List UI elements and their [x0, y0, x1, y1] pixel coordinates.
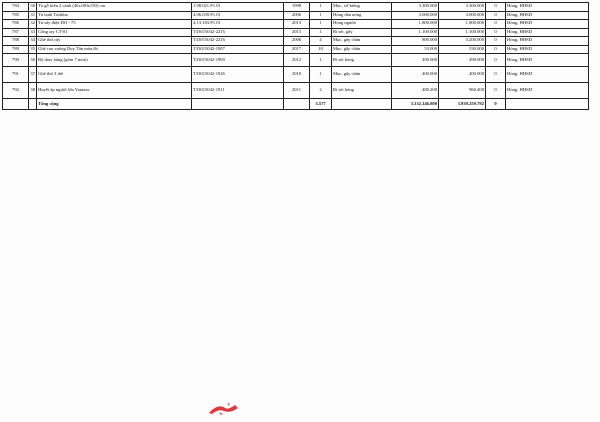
cell-condition: Mục, gãy chân [332, 67, 392, 83]
cell-qty: 2 [310, 83, 332, 99]
cell-qty: 1 [310, 11, 332, 20]
cell-condition: Mục, gãy chân [332, 37, 392, 46]
cell-name: Ghế thử 3 thế [37, 67, 192, 83]
total-value: 3.939.259.792 [439, 99, 486, 110]
cell-z: 0 [486, 37, 506, 46]
cell-stt: 784 [3, 3, 29, 12]
empty-cell [332, 99, 392, 110]
table-row [3, 45, 589, 54]
cell-year: 2011 [284, 83, 310, 99]
cell-condition: Rỉ sét, gãy [332, 28, 392, 37]
cell-price: 53.000 [392, 45, 439, 54]
cell-z: 0 [486, 20, 506, 29]
cell-note: Hỏng, HHSD [506, 54, 589, 67]
cell-stt: 789 [3, 45, 29, 54]
cell-stt: 790 [3, 54, 29, 67]
cell-code: 4.13.183.P1.01 [192, 20, 284, 29]
cell-year: 2006 [284, 37, 310, 46]
empty-cell [3, 99, 29, 110]
cell-condition: Rỉ sét hỏng [332, 54, 392, 67]
cell-year: 2006 [284, 11, 310, 20]
cell-value: 400.000 [439, 67, 486, 83]
total-row [3, 99, 589, 110]
cell-year: 2012 [284, 54, 310, 67]
cell-name: Công tay CT-01 [37, 28, 192, 37]
cell-value: 1.800.000 [439, 20, 486, 29]
cell-price: 1.100.000 [392, 28, 439, 37]
cell-code: T33015042-1900 [192, 54, 284, 67]
cell-stt: 787 [3, 28, 29, 37]
cell-year: 2010 [284, 67, 310, 83]
cell-value: 530.000 [439, 45, 486, 54]
total-qty: 3.577 [310, 99, 332, 110]
cell-condition: Hỏng nguồn [332, 20, 392, 29]
empty-cell [29, 99, 37, 110]
table-row [3, 11, 589, 20]
cell-z: 0 [486, 11, 506, 20]
cell-qty: 1 [310, 67, 332, 83]
cell-no: 36 [29, 54, 37, 67]
cell-name: Huyết áp người lớn Yamasu [37, 83, 192, 99]
cell-no: 33 [29, 28, 37, 37]
cell-note: Hỏng, HHSD [506, 20, 589, 29]
cell-no: 32 [29, 20, 37, 29]
cell-stt: 788 [3, 37, 29, 46]
table-row [3, 67, 589, 83]
cell-value: 490.000 [439, 54, 486, 67]
table-row [3, 28, 589, 37]
cell-code: T33015042-1926 [192, 67, 284, 83]
total-z: 0 [486, 99, 506, 110]
table-row [3, 3, 589, 12]
cell-note: Hỏng, HHSD [506, 83, 589, 99]
table-row [3, 20, 589, 29]
cell-name: Ghế cao vuông Duy Tân màu đỏ [37, 45, 192, 54]
cell-price: 3.300.000 [392, 3, 439, 12]
cell-no: 30 [29, 3, 37, 12]
cell-note: Hỏng, HHSD [506, 45, 589, 54]
total-label: Tổng cộng [37, 99, 192, 110]
cell-note: Hỏng, HHSD [506, 67, 589, 83]
cell-name: Tủ gỗ kiến 2 cánh (40x100x150) cm [37, 3, 192, 12]
cell-name: Tủ lạnh Toshiba [37, 11, 192, 20]
cell-condition: Hỏng dàn nóng [332, 11, 392, 20]
empty-cell [284, 99, 310, 110]
cell-z: 0 [486, 67, 506, 83]
table-row [3, 54, 589, 67]
cell-condition: Rỉ sét hỏng [332, 83, 392, 99]
cell-value: 3.300.000 [439, 3, 486, 12]
cell-qty: 1 [310, 20, 332, 29]
cell-stt: 786 [3, 20, 29, 29]
cell-code: T33015042-1911 [192, 83, 284, 99]
cell-year: 2017 [284, 45, 310, 54]
cell-stt: 792 [3, 83, 29, 99]
cell-year: 1998 [284, 3, 310, 12]
cell-stt: 791 [3, 67, 29, 83]
cell-qty: 1 [310, 54, 332, 67]
cell-note: Hỏng, HHSD [506, 28, 589, 37]
table-row [3, 37, 589, 46]
cell-stt: 785 [3, 11, 29, 20]
cell-note: Hỏng, HHSD [506, 37, 589, 46]
cell-value: 1.100.000 [439, 28, 486, 37]
table-row [3, 83, 589, 99]
cell-condition: Mục, vỡ kiếng [332, 3, 392, 12]
cell-price: 480.200 [392, 83, 439, 99]
cell-year: 2013 [284, 20, 310, 29]
cell-qty: 1 [310, 3, 332, 12]
total-price: 3.332.146.800 [392, 99, 439, 110]
cell-no: 38 [29, 83, 37, 99]
cell-note: Hỏng, HHSD [506, 11, 589, 20]
cell-price: 490.000 [392, 54, 439, 67]
cell-name: Ghế thử cây [37, 37, 192, 46]
cell-no: 35 [29, 45, 37, 54]
table-body [3, 3, 589, 110]
cell-price: 3.000.000 [392, 11, 439, 20]
cell-year: 2013 [284, 28, 310, 37]
cell-z: 0 [486, 54, 506, 67]
cell-name: Tủ sấy điện DO - 75 [37, 20, 192, 29]
cell-code: T33015042-1907 [192, 45, 284, 54]
cell-no: 31 [29, 11, 37, 20]
red-stamp-fragment [207, 402, 241, 416]
cell-value: 3.200.000 [439, 37, 486, 46]
cell-note: Hỏng, HHSD [506, 3, 589, 12]
cell-z: 0 [486, 83, 506, 99]
asset-disposal-table [2, 2, 589, 110]
cell-qty: 1 [310, 28, 332, 37]
cell-z: 0 [486, 45, 506, 54]
cell-condition: Mục, gãy chân [332, 45, 392, 54]
cell-value: 3.000.000 [439, 11, 486, 20]
cell-qty: 4 [310, 37, 332, 46]
cell-code: T33015042-2216 [192, 37, 284, 46]
cell-code: 4.06.039.P1.01 [192, 11, 284, 20]
cell-code: T33015042-2215 [192, 28, 284, 37]
cell-no: 34 [29, 37, 37, 46]
cell-z: 0 [486, 3, 506, 12]
empty-cell [506, 99, 589, 110]
cell-price: 800.000 [392, 37, 439, 46]
cell-value: 960.400 [439, 83, 486, 99]
cell-name: Bộ thay băng (gồm 7 món) [37, 54, 192, 67]
cell-z: 0 [486, 28, 506, 37]
cell-qty: 10 [310, 45, 332, 54]
cell-no: 37 [29, 67, 37, 83]
cell-price: 1.800.000 [392, 20, 439, 29]
cell-code: 1.98.021.P1.01 [192, 3, 284, 12]
cell-price: 400.000 [392, 67, 439, 83]
empty-cell [192, 99, 284, 110]
